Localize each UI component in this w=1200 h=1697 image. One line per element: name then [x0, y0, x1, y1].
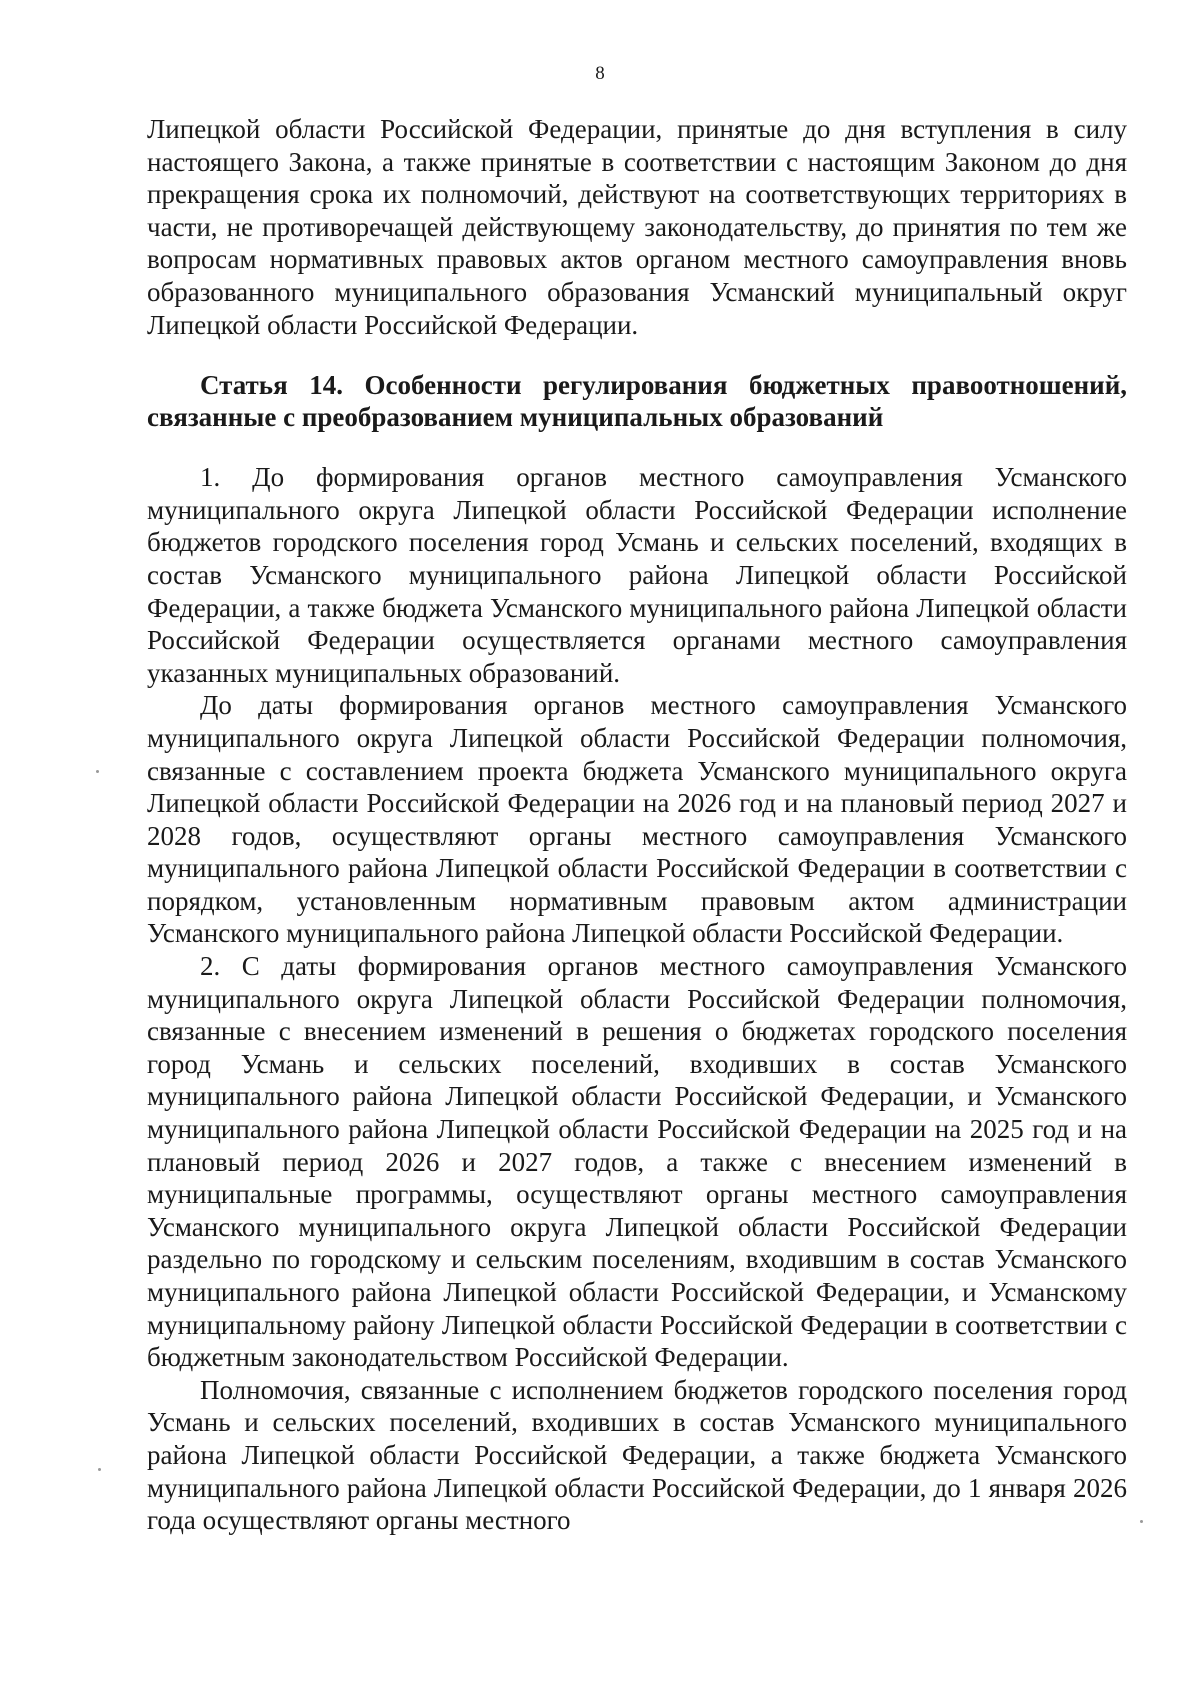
- article-heading-line-1: Статья 14. Особенности регулирования бюджетных правоотношений,: [200, 370, 1127, 401]
- article-paragraph-2: До даты формирования органов местного самоуправления Усманского муниципального округа Липецкой области Российской Федерации полномочия, связанные с составлением проекта бюджета Усманского муниципального округа Липецкой области Российской Федерации на 2026 год и на плановый период 2027 и 2028 годов, осуществляют органы местного самоуправления Усманского муниципального района Липецкой области Российской Федерации в соответствии с порядком, установленным нормативным правовым актом администрации Усманского муниципального района Липецкой области Российской Федерации.: [147, 690, 1127, 949]
- article-paragraph-4: Полномочия, связанные с исполнением бюджетов городского поселения город Усмань и сельских поселений, входивших в состав Усманского муниципального района Липецкой области Российской Федерации, а также бюджета Усманского муниципального района Липецкой области Российской Федерации, до 1 января 2026 года осуществляют органы местного: [147, 1374, 1127, 1536]
- article-heading: [147, 369, 1127, 433]
- article-paragraph-1: 1. До формирования органов местного самоуправления Усманского муниципального округа Липецкой области Российской Федерации исполнение бюджетов городского поселения город Усмань и сельских поселений, входящих в состав Усманского муниципального района Липецкой области Российской Федерации, а также бюджета Усманского муниципального района Липецкой области Российской Федерации осуществляется органами местного самоуправления указанных муниципальных образований.: [147, 462, 1127, 688]
- document-body: [147, 113, 1127, 1537]
- article-heading-line-2: связанные с преобразованием муниципальных образований: [147, 402, 884, 433]
- intro-paragraph: Липецкой области Российской Федерации, принятые до дня вступления в силу настоящего Закона, а также принятые в соответствии с настоящим Законом до дня прекращения срока их полномочий, действуют на соответствующих территориях в части, не противоречащей действующему законодательству, до принятия по тем же вопросам нормативных правовых актов органом местного самоуправления вновь образованного муниципального образования Усманский муниципальный округ Липецкой области Российской Федерации.: [147, 114, 1127, 340]
- article-paragraph-3: 2. С даты формирования органов местного самоуправления Усманского муниципального округа Липецкой области Российской Федерации полномочия, связанные с внесением изменений в решения о бюджетах городского поселения город Усмань и сельских поселений, входивших в состав Усманского муниципального района Липецкой области Российской Федерации, и Усманского муниципального района Липецкой области Российской Федерации на 2025 год и на плановый период 2026 и 2027 годов, а также с внесением изменений в муниципальные программы, осуществляют органы местного самоуправления Усманского муниципального округа Липецкой области Российской Федерации раздельно по городскому и сельским поселениям, входившим в состав Усманского муниципального района Липецкой области Российской Федерации, и Усманскому муниципальному району Липецкой области Российской Федерации в соответствии с бюджетным законодательством Российской Федерации.: [147, 951, 1127, 1373]
- scan-speck: [96, 770, 99, 773]
- page-number: 8: [595, 63, 605, 84]
- scan-speck: [1140, 1520, 1143, 1523]
- scan-speck: [98, 1468, 101, 1471]
